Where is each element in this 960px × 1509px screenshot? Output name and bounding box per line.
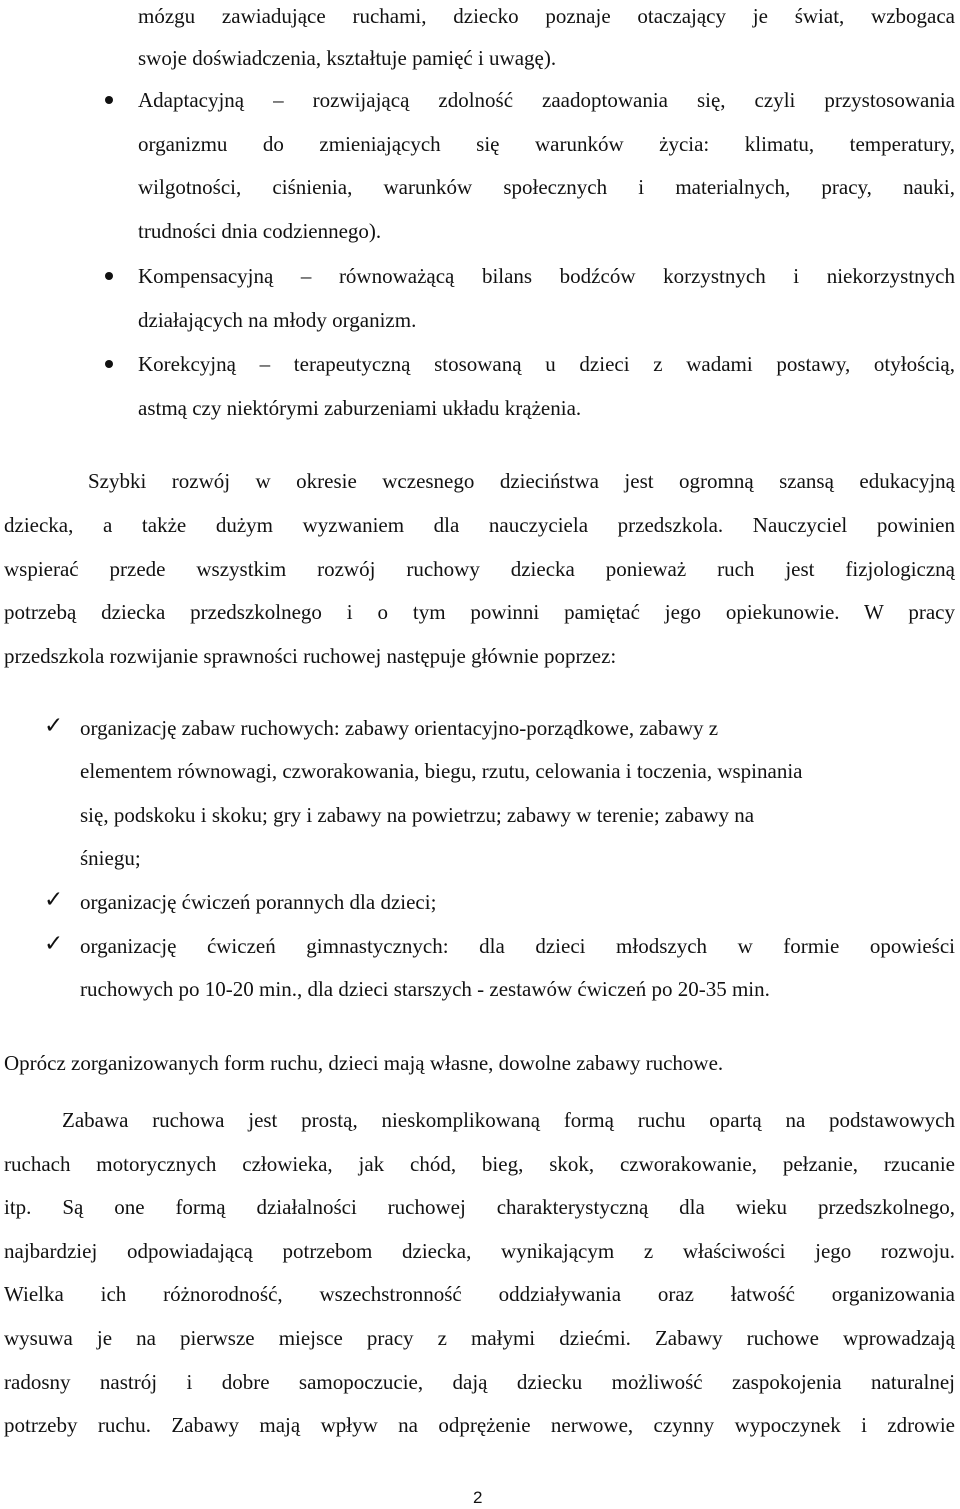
bullet-line: działających na młody organizm. (138, 308, 417, 332)
bullet-dot-icon (105, 360, 113, 368)
check-item-line: śniegu; (80, 846, 141, 870)
check-item-line: się, podskoku i skoku; gry i zabawy na powietrzu; zabawy w terenie; zabawy na (80, 803, 755, 827)
bullet-dot-icon (105, 272, 113, 280)
intro-line: mózgu zawiadujące ruchami, dziecko poznaje otaczający je świat, wzbogaca (138, 4, 955, 28)
check-item-line: organizację ćwiczeń porannych dla dzieci; (80, 890, 437, 914)
paragraph-line: Oprócz zorganizowanych form ruchu, dzieci mają własne, dowolne zabawy ruchowe. (4, 1051, 724, 1075)
paragraph-line: radosny nastrój i dobre samopoczucie, dają dziecku możliwość zaspokojenia naturalnej (4, 1370, 955, 1394)
paragraph-line: wspierać przede wszystkim rozwój ruchowy dziecka ponieważ ruch jest fizjologiczną (4, 557, 955, 581)
paragraph-line: ruchach motorycznych człowieka, jak chód, bieg, skok, czworakowanie, pełzanie, rzucanie (4, 1152, 955, 1176)
bullet-dot-icon (105, 96, 113, 104)
bullet-line: Kompensacyjną – równoważącą bilans bodźców korzystnych i niekorzystnych (138, 264, 955, 288)
check-item-line: organizację zabaw ruchowych: zabawy orientacyjno-porządkowe, zabawy z (80, 716, 719, 740)
paragraph-line: Zabawa ruchowa jest prostą, nieskomplikowaną formą ruchu opartą na podstawowych (62, 1108, 955, 1132)
bullet-line: trudności dnia codziennego). (138, 219, 382, 243)
paragraph-line: wysuwa je na pierwsze miejsce pracy z małymi dziećmi. Zabawy ruchowe wprowadzają (4, 1326, 955, 1350)
paragraph-line: potrzeby ruchu. Zabawy mają wpływ na odprężenie nerwowe, czynny wypoczynek i zdrowie (4, 1413, 955, 1437)
check-item-line: elementem równowagi, czworakowania, biegu, rzutu, celowania i toczenia, wspinania (80, 759, 803, 783)
check-mark-icon: ✓ (44, 713, 64, 739)
bullet-line: wilgotności, ciśnienia, warunków społecznych i materialnych, pracy, nauki, (138, 175, 955, 199)
paragraph-line: Szybki rozwój w okresie wczesnego dzieciństwa jest ogromną szansą edukacyjną (88, 469, 955, 493)
paragraph-line: najbardziej odpowiadającą potrzebom dziecka, wynikającym z właściwości jego rozwoju. (4, 1239, 955, 1263)
paragraph-line: Wielka ich różnorodność, wszechstronność oddziaływania oraz łatwość organizowania (4, 1282, 955, 1306)
paragraph-line: dziecka, a także dużym wyzwaniem dla nauczyciela przedszkola. Nauczyciel powinien (4, 513, 955, 537)
paragraph-line: przedszkola rozwijanie sprawności ruchowej następuje głównie poprzez: (4, 644, 617, 668)
check-mark-icon: ✓ (44, 931, 64, 957)
check-mark-icon: ✓ (44, 887, 64, 913)
paragraph-line: itp. Są one formą działalności ruchowej charakterystyczną dla wieku przedszkolnego, (4, 1195, 955, 1219)
bullet-line: Adaptacyjną – rozwijającą zdolność zaadoptowania się, czyli przystosowania (138, 88, 955, 112)
check-item-line: organizację ćwiczeń gimnastycznych: dla dzieci młodszych w formie opowieści (80, 934, 955, 958)
bullet-line: organizmu do zmieniających się warunków życia: klimatu, temperatury, (138, 132, 955, 156)
paragraph-line: potrzebą dziecka przedszkolnego i o tym powinni pamiętać jego opiekunowie. W pracy (4, 600, 955, 624)
page-number: 2 (473, 1488, 483, 1507)
bullet-line: Korekcyjną – terapeutyczną stosowaną u dzieci z wadami postawy, otyłością, (138, 352, 955, 376)
bullet-line: astmą czy niektórymi zaburzeniami układu krążenia. (138, 396, 582, 420)
check-item-line: ruchowych po 10-20 min., dla dzieci starszych - zestawów ćwiczeń po 20-35 min. (80, 977, 770, 1001)
intro-line: swoje doświadczenia, kształtuje pamięć i uwagę). (138, 46, 557, 70)
